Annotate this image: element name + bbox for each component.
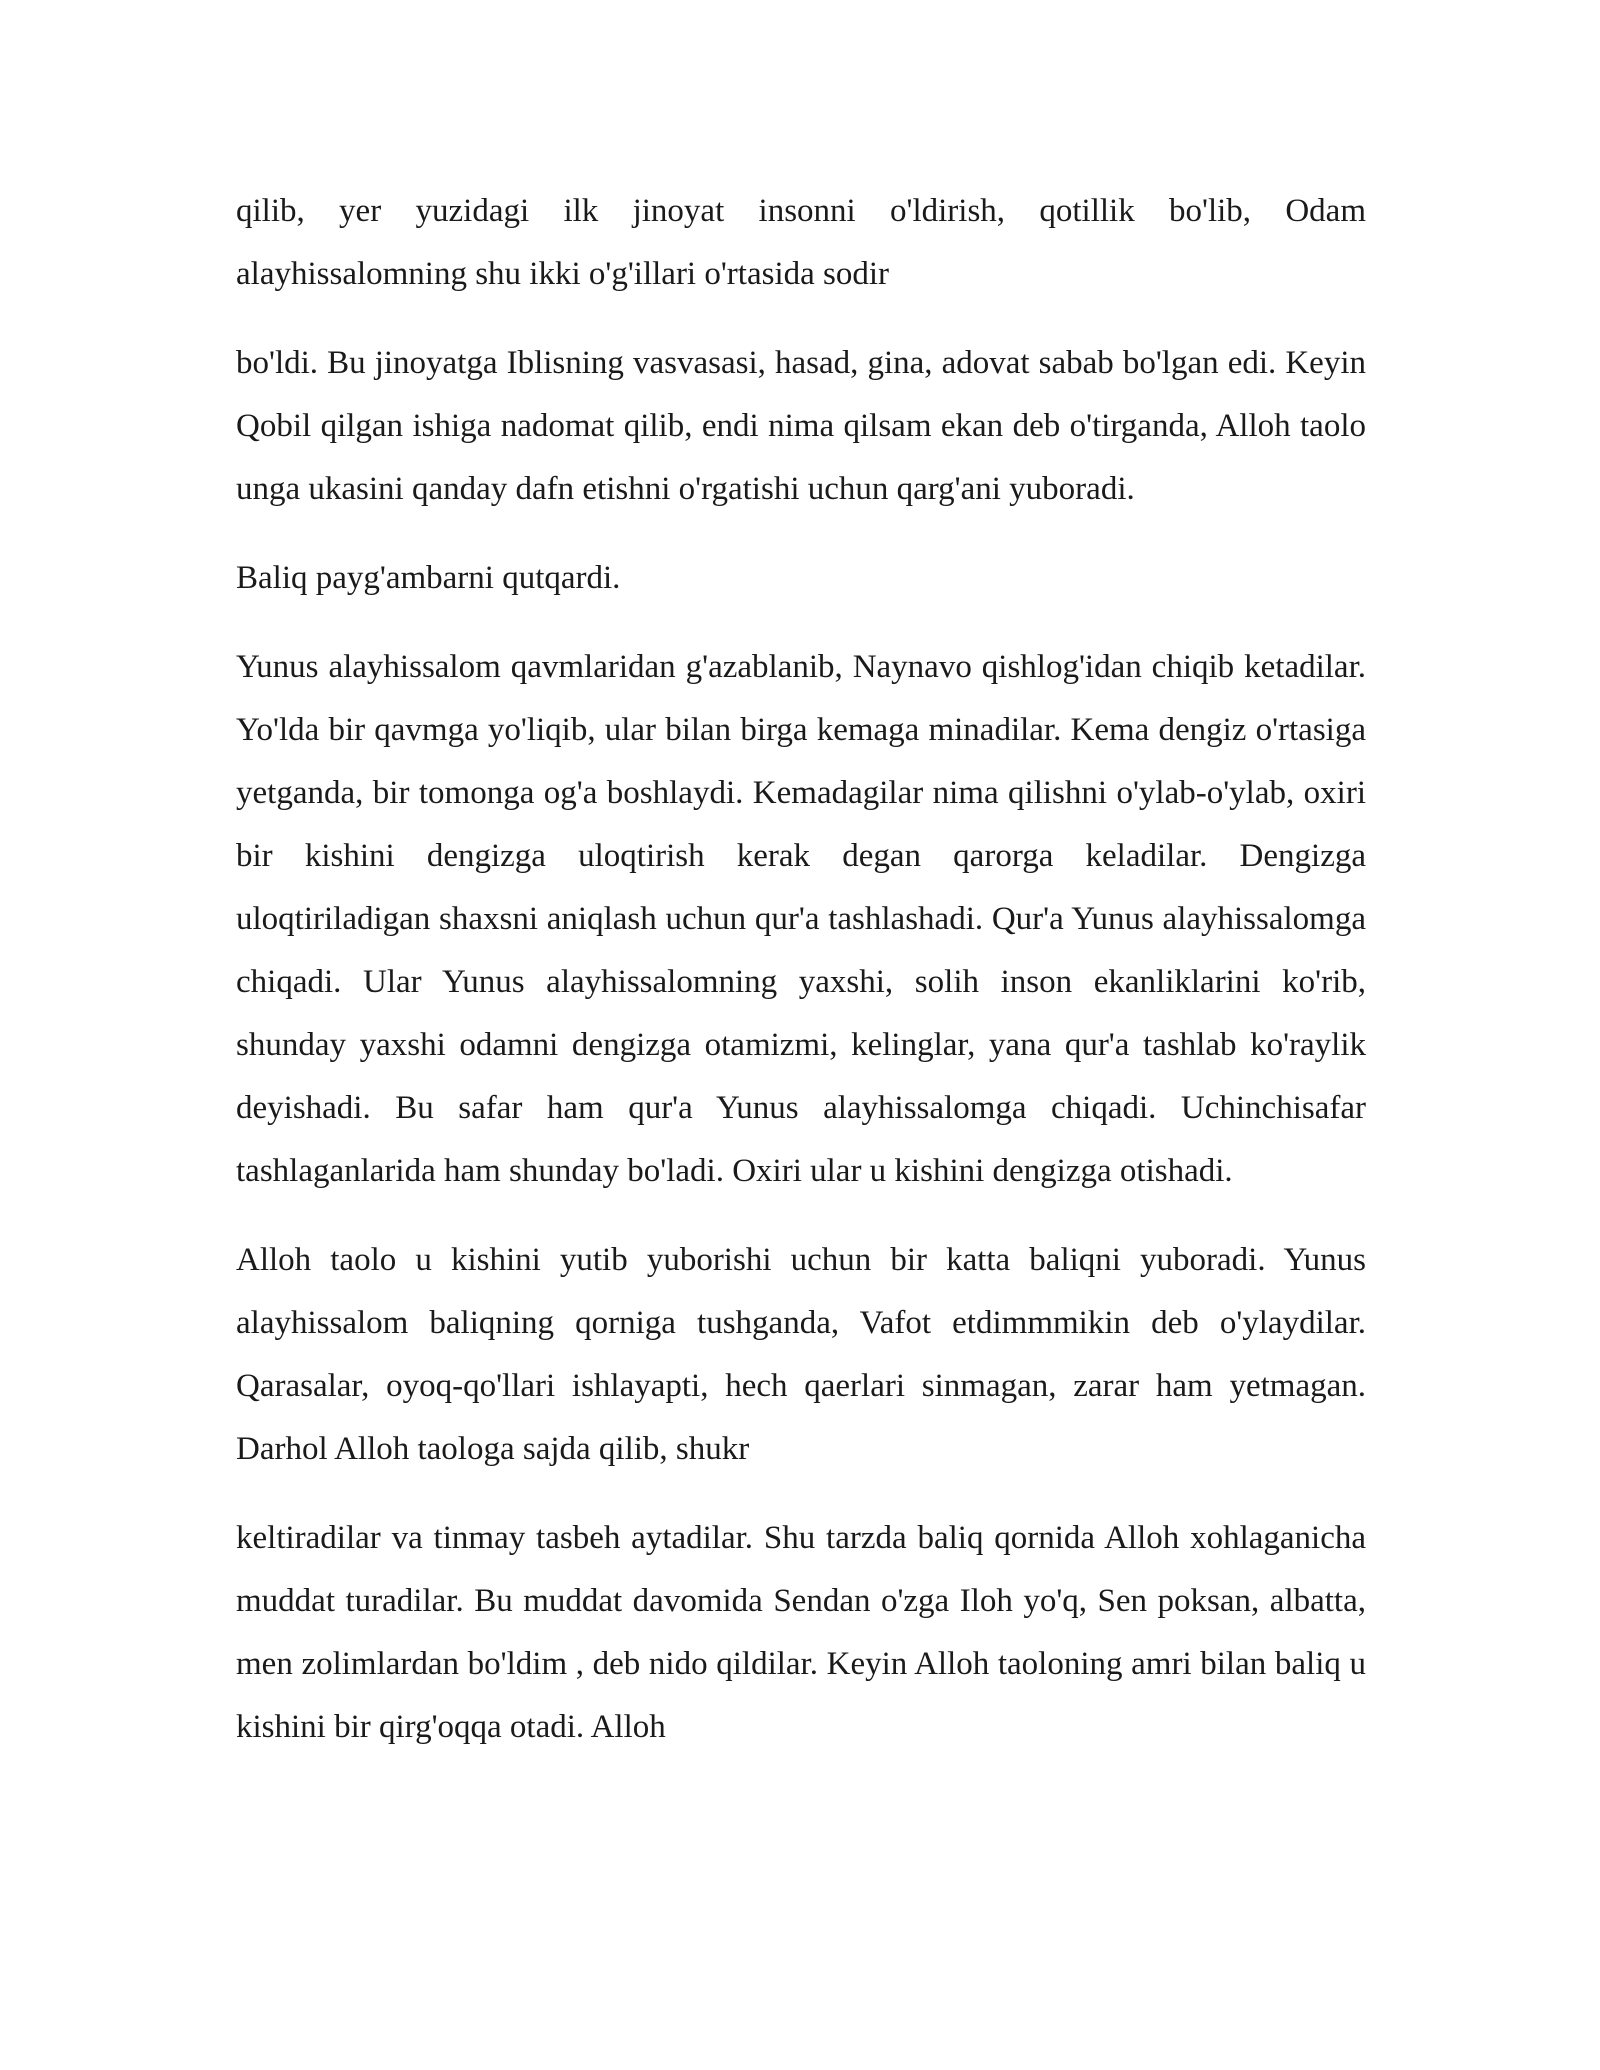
paragraph-2: bo'ldi. Bu jinoyatga Iblisning vasvasasi, hasad, gina, adovat sabab bo'lgan edi. Keyin Qobil qilgan ishiga nadomat qilib, endi nima qilsam ekan deb o'tirganda, Alloh taolo unga ukasini qanday dafn etishni o'rgatishi uchun qarg'ani yuboradi. xyxy=(236,345,1366,507)
paragraph-5: Alloh taolo u kishini yutib yuborishi uchun bir katta baliqni yuboradi. Yunus alayhissalom baliqning qorniga tushganda, Vafot etdimmmikin deb o'ylaydilar. Qarasalar, oyoq-qo'llari ishlayapti, hech qaerlari sinmagan, zarar ham yetmagan. Darhol Alloh taologa sajda qilib, shukr xyxy=(236,1242,1366,1467)
paragraph-heading: Baliq payg'ambarni qutqardi. xyxy=(236,560,621,596)
document-body xyxy=(236,180,1366,1785)
paragraph-6: keltiradilar va tinmay tasbeh aytadilar. Shu tarzda baliq qornida Alloh xohlaganicha muddat turadilar. Bu muddat davomida Sendan o'zga Iloh yo'q, Sen poksan, albatta, men zolimlardan bo'ldim , deb nido qildilar. Keyin Alloh taoloning amri bilan baliq u kishini bir qirg'oqqa otadi. Alloh xyxy=(236,1520,1366,1745)
paragraph-1: qilib, yer yuzidagi ilk jinoyat insonni o'ldirish, qotillik bo'lib, Odam alayhissalomning shu ikki o'g'illari o'rtasida sodir xyxy=(236,193,1366,292)
paragraph-4: Yunus alayhissalom qavmlaridan g'azablanib, Naynavo qishlog'idan chiqib ketadilar. Yo'lda bir qavmga yo'liqib, ular bilan birga kemaga minadilar. Kema dengiz o'rtasiga yetganda, bir tomonga og'a boshlaydi. Kemadagilar nima qilishni o'ylab-o'ylab, oxiri bir kishini dengizga uloqtirish kerak degan qarorga keladilar. Dengizga uloqtiriladigan shaxsni aniqlash uchun qur'a tashlashadi. Qur'a Yunus alayhissalomga chiqadi. Ular Yunus alayhissalomning yaxshi, solih inson ekanliklarini ko'rib, shunday yaxshi odamni dengizga otamizmi, kelinglar, yana qur'a tashlab ko'raylik deyishadi. Bu safar ham qur'a Yunus alayhissalomga chiqadi. Uchinchisafar tashlaganlarida ham shunday bo'ladi. Oxiri ular u kishini dengizga otishadi. xyxy=(236,649,1366,1189)
